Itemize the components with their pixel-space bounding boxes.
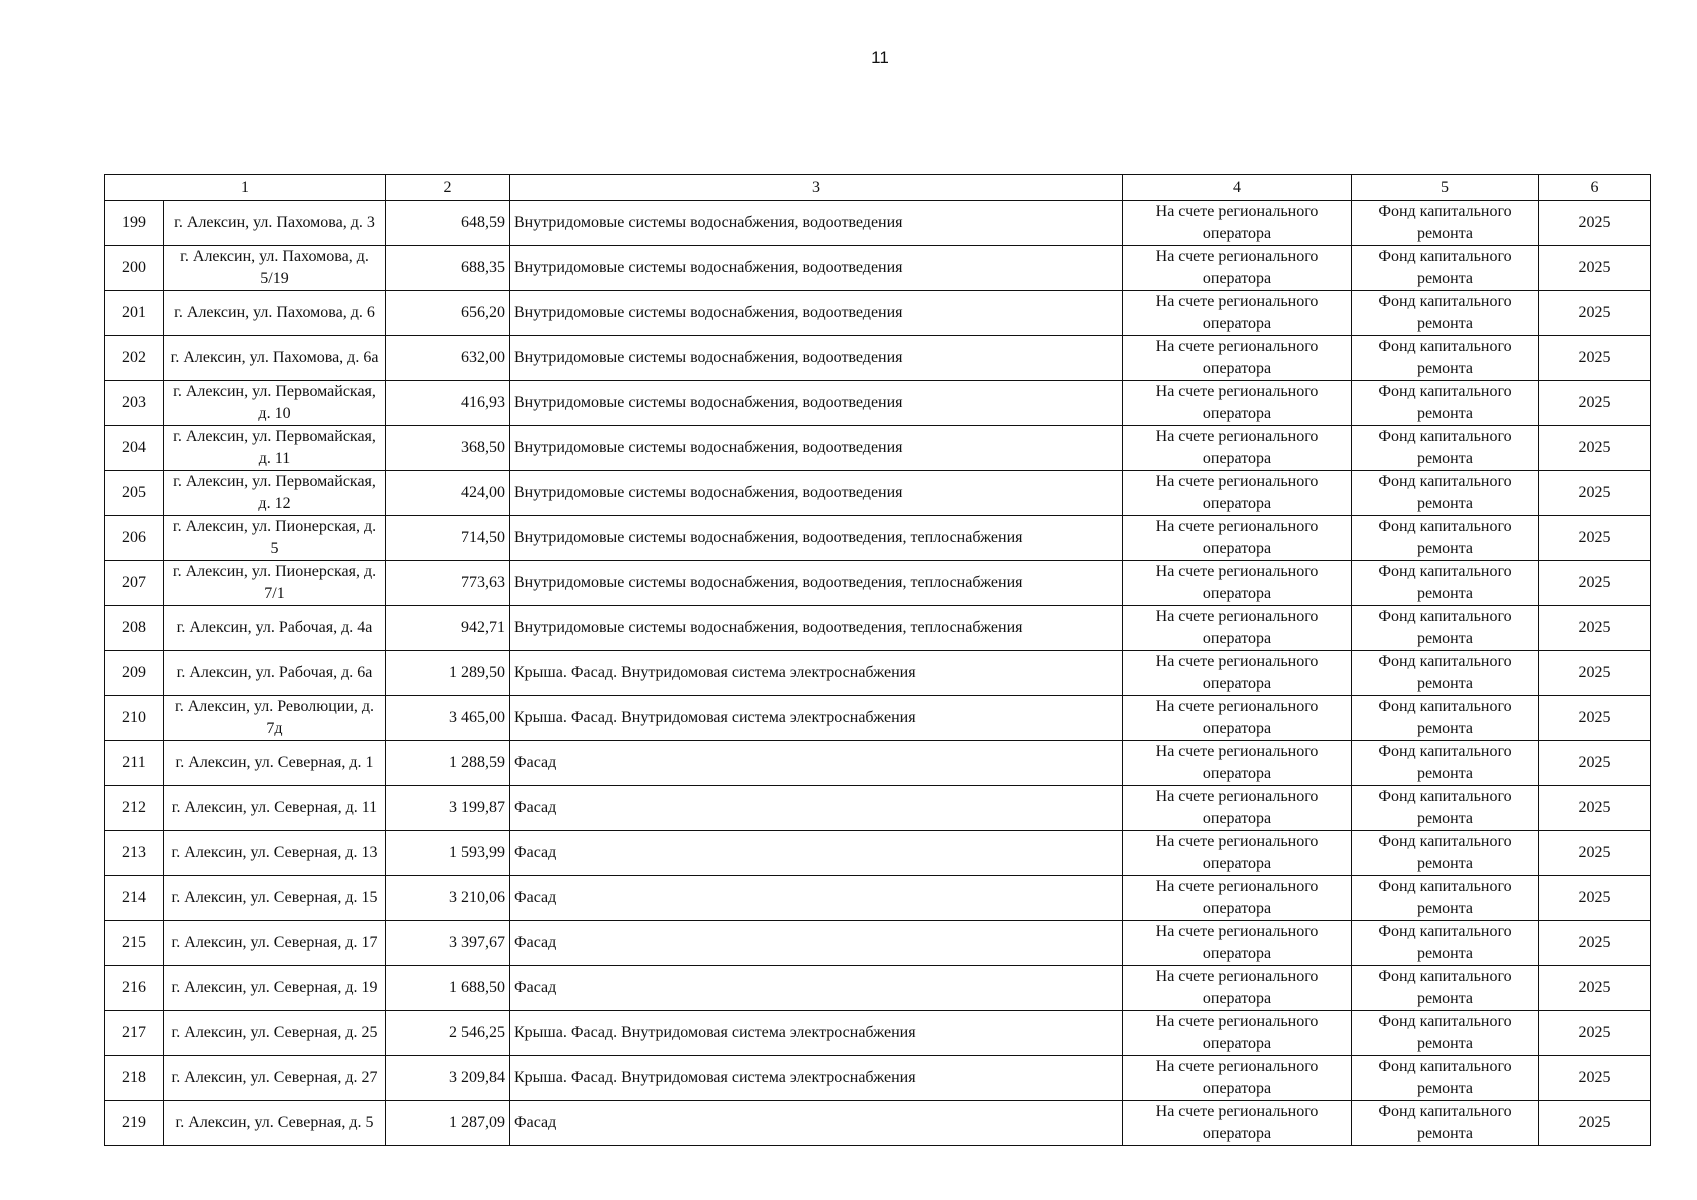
row-number-cell: 202: [105, 336, 164, 381]
column-header-1: 1: [105, 175, 386, 201]
column-number-header-row: [105, 175, 1651, 201]
funding-source-cell: Фонд капитального ремонта: [1352, 786, 1539, 831]
table-row: [105, 201, 1651, 246]
works-cell: Внутридомовые системы водоснабжения, водоотведения: [510, 381, 1123, 426]
row-number-cell: 200: [105, 246, 164, 291]
row-number-cell: 206: [105, 516, 164, 561]
fund-account-cell: На счете регионального оператора: [1123, 831, 1352, 876]
table-row: [105, 786, 1651, 831]
works-cell: Внутридомовые системы водоснабжения, водоотведения: [510, 201, 1123, 246]
works-cell: Фасад: [510, 786, 1123, 831]
row-number-cell: 219: [105, 1101, 164, 1146]
fund-account-cell: На счете регионального оператора: [1123, 696, 1352, 741]
fund-account-cell: На счете регионального оператора: [1123, 561, 1352, 606]
works-cell: Фасад: [510, 921, 1123, 966]
fund-account-cell: На счете регионального оператора: [1123, 651, 1352, 696]
table-row: [105, 516, 1651, 561]
year-cell: 2025: [1539, 1101, 1651, 1146]
row-number-cell: 199: [105, 201, 164, 246]
table-row: [105, 966, 1651, 1011]
funding-source-cell: Фонд капитального ремонта: [1352, 471, 1539, 516]
row-number-cell: 216: [105, 966, 164, 1011]
area-cell: 368,50: [386, 426, 510, 471]
year-cell: 2025: [1539, 516, 1651, 561]
table-row: [105, 1056, 1651, 1101]
year-cell: 2025: [1539, 336, 1651, 381]
table-row: [105, 606, 1651, 651]
area-cell: 3 209,84: [386, 1056, 510, 1101]
address-cell: г. Алексин, ул. Северная, д. 17: [164, 921, 386, 966]
table-row: [105, 741, 1651, 786]
row-number-cell: 210: [105, 696, 164, 741]
area-cell: 1 288,59: [386, 741, 510, 786]
funding-source-cell: Фонд капитального ремонта: [1352, 696, 1539, 741]
row-number-cell: 212: [105, 786, 164, 831]
works-cell: Внутридомовые системы водоснабжения, водоотведения: [510, 246, 1123, 291]
table-row: [105, 1101, 1651, 1146]
works-cell: Фасад: [510, 741, 1123, 786]
address-cell: г. Алексин, ул. Северная, д. 5: [164, 1101, 386, 1146]
year-cell: 2025: [1539, 381, 1651, 426]
table-row: [105, 876, 1651, 921]
funding-source-cell: Фонд капитального ремонта: [1352, 876, 1539, 921]
table-row: [105, 831, 1651, 876]
fund-account-cell: На счете регионального оператора: [1123, 291, 1352, 336]
row-number-cell: 204: [105, 426, 164, 471]
address-cell: г. Алексин, ул. Северная, д. 27: [164, 1056, 386, 1101]
area-cell: 3 465,00: [386, 696, 510, 741]
area-cell: 416,93: [386, 381, 510, 426]
row-number-cell: 208: [105, 606, 164, 651]
area-cell: 773,63: [386, 561, 510, 606]
area-cell: 656,20: [386, 291, 510, 336]
column-header-5: 5: [1352, 175, 1539, 201]
funding-source-cell: Фонд капитального ремонта: [1352, 1056, 1539, 1101]
row-number-cell: 201: [105, 291, 164, 336]
address-cell: г. Алексин, ул. Первомайская, д. 10: [164, 381, 386, 426]
year-cell: 2025: [1539, 1011, 1651, 1056]
year-cell: 2025: [1539, 651, 1651, 696]
funding-source-cell: Фонд капитального ремонта: [1352, 921, 1539, 966]
fund-account-cell: На счете регионального оператора: [1123, 786, 1352, 831]
fund-account-cell: На счете регионального оператора: [1123, 876, 1352, 921]
fund-account-cell: На счете регионального оператора: [1123, 336, 1352, 381]
address-cell: г. Алексин, ул. Пахомова, д. 5/19: [164, 246, 386, 291]
works-cell: Внутридомовые системы водоснабжения, водоотведения: [510, 471, 1123, 516]
fund-account-cell: На счете регионального оператора: [1123, 516, 1352, 561]
row-number-cell: 218: [105, 1056, 164, 1101]
year-cell: 2025: [1539, 606, 1651, 651]
table-body: [105, 175, 1651, 1146]
year-cell: 2025: [1539, 831, 1651, 876]
fund-account-cell: На счете регионального оператора: [1123, 741, 1352, 786]
address-cell: г. Алексин, ул. Рабочая, д. 4а: [164, 606, 386, 651]
area-cell: 424,00: [386, 471, 510, 516]
address-cell: г. Алексин, ул. Первомайская, д. 12: [164, 471, 386, 516]
address-cell: г. Алексин, ул. Революции, д. 7д: [164, 696, 386, 741]
address-cell: г. Алексин, ул. Северная, д. 25: [164, 1011, 386, 1056]
fund-account-cell: На счете регионального оператора: [1123, 1101, 1352, 1146]
area-cell: 688,35: [386, 246, 510, 291]
row-number-cell: 213: [105, 831, 164, 876]
year-cell: 2025: [1539, 291, 1651, 336]
fund-account-cell: На счете регионального оператора: [1123, 426, 1352, 471]
funding-source-cell: Фонд капитального ремонта: [1352, 966, 1539, 1011]
funding-source-cell: Фонд капитального ремонта: [1352, 336, 1539, 381]
works-cell: Внутридомовые системы водоснабжения, водоотведения: [510, 426, 1123, 471]
fund-account-cell: На счете регионального оператора: [1123, 246, 1352, 291]
area-cell: 3 397,67: [386, 921, 510, 966]
row-number-cell: 205: [105, 471, 164, 516]
area-cell: 1 287,09: [386, 1101, 510, 1146]
area-cell: 714,50: [386, 516, 510, 561]
address-cell: г. Алексин, ул. Пионерская, д. 5: [164, 516, 386, 561]
table-row: [105, 381, 1651, 426]
table-row: [105, 561, 1651, 606]
funding-source-cell: Фонд капитального ремонта: [1352, 1101, 1539, 1146]
works-cell: Фасад: [510, 1101, 1123, 1146]
year-cell: 2025: [1539, 741, 1651, 786]
table-row: [105, 921, 1651, 966]
row-number-cell: 211: [105, 741, 164, 786]
year-cell: 2025: [1539, 471, 1651, 516]
year-cell: 2025: [1539, 966, 1651, 1011]
table-row: [105, 426, 1651, 471]
works-cell: Внутридомовые системы водоснабжения, водоотведения, теплоснабжения: [510, 606, 1123, 651]
area-cell: 1 593,99: [386, 831, 510, 876]
funding-source-cell: Фонд капитального ремонта: [1352, 246, 1539, 291]
row-number-cell: 214: [105, 876, 164, 921]
year-cell: 2025: [1539, 786, 1651, 831]
fund-account-cell: На счете регионального оператора: [1123, 966, 1352, 1011]
year-cell: 2025: [1539, 876, 1651, 921]
year-cell: 2025: [1539, 426, 1651, 471]
works-cell: Крыша. Фасад. Внутридомовая система электроснабжения: [510, 1011, 1123, 1056]
funding-source-cell: Фонд капитального ремонта: [1352, 651, 1539, 696]
table-row: [105, 1011, 1651, 1056]
address-cell: г. Алексин, ул. Первомайская, д. 11: [164, 426, 386, 471]
works-cell: Крыша. Фасад. Внутридомовая система электроснабжения: [510, 1056, 1123, 1101]
funding-source-cell: Фонд капитального ремонта: [1352, 741, 1539, 786]
address-cell: г. Алексин, ул. Пионерская, д. 7/1: [164, 561, 386, 606]
area-cell: 632,00: [386, 336, 510, 381]
address-cell: г. Алексин, ул. Северная, д. 1: [164, 741, 386, 786]
year-cell: 2025: [1539, 201, 1651, 246]
funding-source-cell: Фонд капитального ремонта: [1352, 561, 1539, 606]
address-cell: г. Алексин, ул. Пахомова, д. 6а: [164, 336, 386, 381]
funding-source-cell: Фонд капитального ремонта: [1352, 201, 1539, 246]
row-number-cell: 203: [105, 381, 164, 426]
year-cell: 2025: [1539, 561, 1651, 606]
works-cell: Крыша. Фасад. Внутридомовая система электроснабжения: [510, 651, 1123, 696]
table-row: [105, 291, 1651, 336]
year-cell: 2025: [1539, 1056, 1651, 1101]
works-cell: Внутридомовые системы водоснабжения, водоотведения: [510, 291, 1123, 336]
funding-source-cell: Фонд капитального ремонта: [1352, 606, 1539, 651]
fund-account-cell: На счете регионального оператора: [1123, 201, 1352, 246]
funding-source-cell: Фонд капитального ремонта: [1352, 516, 1539, 561]
year-cell: 2025: [1539, 921, 1651, 966]
funding-source-cell: Фонд капитального ремонта: [1352, 426, 1539, 471]
table-row: [105, 696, 1651, 741]
table-row: [105, 336, 1651, 381]
area-cell: 1 688,50: [386, 966, 510, 1011]
fund-account-cell: На счете регионального оператора: [1123, 921, 1352, 966]
works-cell: Крыша. Фасад. Внутридомовая система электроснабжения: [510, 696, 1123, 741]
area-cell: 3 210,06: [386, 876, 510, 921]
row-number-cell: 209: [105, 651, 164, 696]
table-row: [105, 246, 1651, 291]
year-cell: 2025: [1539, 246, 1651, 291]
table-row: [105, 651, 1651, 696]
works-cell: Фасад: [510, 966, 1123, 1011]
address-cell: г. Алексин, ул. Северная, д. 15: [164, 876, 386, 921]
address-cell: г. Алексин, ул. Северная, д. 11: [164, 786, 386, 831]
row-number-cell: 217: [105, 1011, 164, 1056]
works-cell: Внутридомовые системы водоснабжения, водоотведения: [510, 336, 1123, 381]
address-cell: г. Алексин, ул. Пахомова, д. 6: [164, 291, 386, 336]
funding-source-cell: Фонд капитального ремонта: [1352, 291, 1539, 336]
address-cell: г. Алексин, ул. Рабочая, д. 6а: [164, 651, 386, 696]
works-cell: Внутридомовые системы водоснабжения, водоотведения, теплоснабжения: [510, 561, 1123, 606]
area-cell: 942,71: [386, 606, 510, 651]
page-number: 11: [871, 48, 889, 67]
area-cell: 2 546,25: [386, 1011, 510, 1056]
column-header-6: 6: [1539, 175, 1651, 201]
column-header-4: 4: [1123, 175, 1352, 201]
table-row: [105, 471, 1651, 516]
works-cell: Фасад: [510, 876, 1123, 921]
fund-account-cell: На счете регионального оператора: [1123, 606, 1352, 651]
funding-source-cell: Фонд капитального ремонта: [1352, 1011, 1539, 1056]
address-cell: г. Алексин, ул. Пахомова, д. 3: [164, 201, 386, 246]
funding-source-cell: Фонд капитального ремонта: [1352, 381, 1539, 426]
address-cell: г. Алексин, ул. Северная, д. 13: [164, 831, 386, 876]
works-cell: Внутридомовые системы водоснабжения, водоотведения, теплоснабжения: [510, 516, 1123, 561]
works-cell: Фасад: [510, 831, 1123, 876]
fund-account-cell: На счете регионального оператора: [1123, 1056, 1352, 1101]
area-cell: 1 289,50: [386, 651, 510, 696]
fund-account-cell: На счете регионального оператора: [1123, 471, 1352, 516]
capital-repair-table: [104, 174, 1651, 1146]
row-number-cell: 207: [105, 561, 164, 606]
fund-account-cell: На счете регионального оператора: [1123, 381, 1352, 426]
year-cell: 2025: [1539, 696, 1651, 741]
address-cell: г. Алексин, ул. Северная, д. 19: [164, 966, 386, 1011]
area-cell: 3 199,87: [386, 786, 510, 831]
funding-source-cell: Фонд капитального ремонта: [1352, 831, 1539, 876]
column-header-2: 2: [386, 175, 510, 201]
column-header-3: 3: [510, 175, 1123, 201]
row-number-cell: 215: [105, 921, 164, 966]
fund-account-cell: На счете регионального оператора: [1123, 1011, 1352, 1056]
area-cell: 648,59: [386, 201, 510, 246]
